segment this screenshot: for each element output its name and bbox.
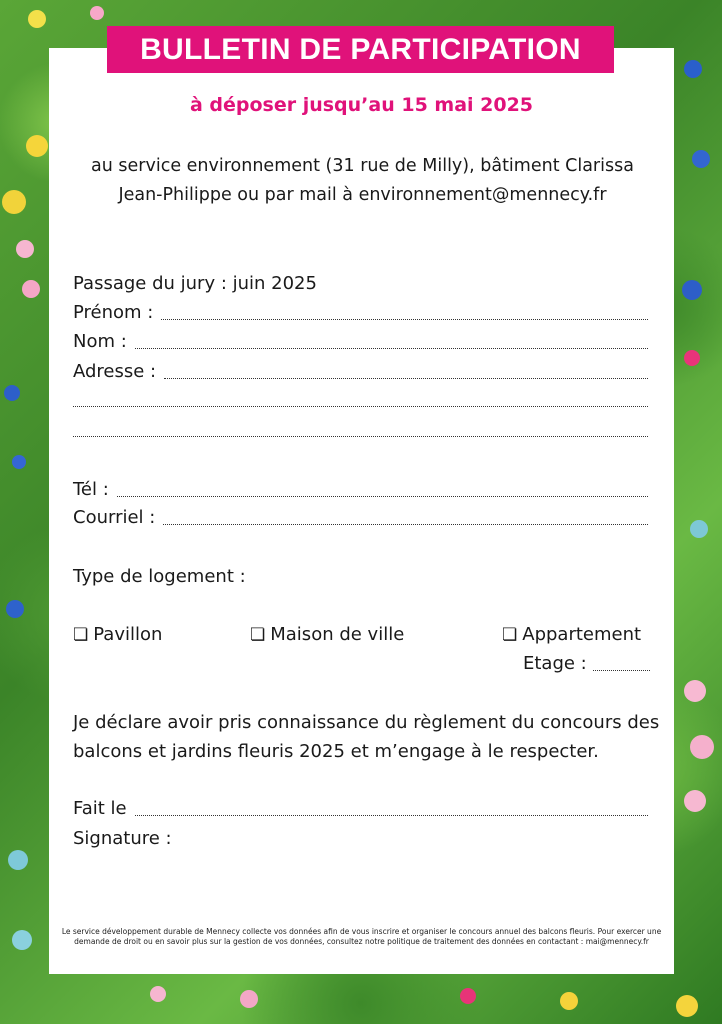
prenom-label: Prénom :: [73, 302, 154, 323]
nom-fill-line[interactable]: [135, 347, 648, 349]
flower-icon: [684, 350, 700, 366]
option-label: Appartement: [522, 624, 642, 645]
flower-icon: [22, 280, 40, 298]
adresse-fill-line-3[interactable]: [73, 436, 648, 437]
flower-icon: [460, 988, 476, 1004]
tel-fill-line[interactable]: [117, 495, 648, 497]
declaration-text: [73, 708, 663, 766]
flower-icon: [12, 930, 32, 950]
prenom-field[interactable]: [73, 301, 648, 325]
flower-icon: [150, 986, 166, 1002]
flower-icon: [4, 385, 20, 401]
flower-icon: [240, 990, 258, 1008]
adresse-fill-line[interactable]: [164, 377, 648, 379]
flower-icon: [26, 135, 48, 157]
option-label: Pavillon: [93, 624, 163, 645]
adresse-label: Adresse :: [73, 361, 157, 382]
option-label: Maison de ville: [270, 624, 405, 645]
address-line: au service environnement (31 rue de Milly), bâtiment Clarissa: [91, 156, 634, 176]
flower-icon: [684, 790, 706, 812]
flower-icon: [684, 680, 706, 702]
fait-le-label: Fait le: [73, 798, 127, 819]
logement-label: Type de logement :: [73, 566, 246, 587]
declaration-line: balcons et jardins fleuris 2025 et m’engage à le respecter.: [73, 741, 599, 762]
prenom-fill-line[interactable]: [161, 318, 648, 320]
tel-label: Tél :: [73, 479, 109, 500]
etage-label: Etage :: [523, 653, 587, 674]
signature-label: Signature :: [73, 828, 172, 849]
submission-address: [70, 152, 655, 210]
flower-icon: [2, 190, 26, 214]
option-pavillon[interactable]: [73, 623, 162, 647]
flower-icon: [16, 240, 34, 258]
nom-field[interactable]: [73, 330, 648, 354]
courriel-field[interactable]: [73, 506, 648, 530]
courriel-label: Courriel :: [73, 507, 156, 528]
flower-icon: [690, 520, 708, 538]
declaration-line: Je déclare avoir pris connaissance du règlement du concours des: [73, 712, 660, 733]
option-maison-de-ville[interactable]: [250, 623, 404, 647]
checkbox-icon[interactable]: ❏: [73, 625, 89, 645]
flower-icon: [676, 995, 698, 1017]
nom-label: Nom :: [73, 331, 127, 352]
flower-icon: [12, 455, 26, 469]
checkbox-icon[interactable]: ❏: [250, 625, 266, 645]
flower-icon: [8, 850, 28, 870]
flower-icon: [90, 6, 104, 20]
deadline-text: à déposer jusqu’au 15 mai 2025: [189, 94, 534, 116]
fait-le-field[interactable]: [73, 797, 648, 821]
flower-icon: [28, 10, 46, 28]
adresse-field[interactable]: [73, 360, 648, 384]
flower-icon: [682, 280, 702, 300]
address-line: Jean-Philippe ou par mail à environnement@mennecy.fr: [118, 185, 607, 205]
page-title: BULLETIN DE PARTICIPATION: [107, 26, 614, 73]
etage-fill-line[interactable]: [593, 670, 650, 671]
flower-icon: [684, 60, 702, 78]
flower-icon: [690, 735, 714, 759]
courriel-fill-line[interactable]: [163, 523, 648, 525]
checkbox-icon[interactable]: ❏: [502, 625, 518, 645]
privacy-footnote: Le service développement durable de Mennecy collecte vos données afin de vous inscrire et organiser le concours annuel des balcons fleuris. Pour exercer une demande de droit ou en savoir plus sur la gestion de vos données, consultez notre politique de traitement des données en contactant : mai@mennecy.fr: [61, 927, 662, 946]
adresse-fill-line-2[interactable]: [73, 406, 648, 407]
option-appartement[interactable]: [502, 623, 641, 647]
etage-field[interactable]: [523, 652, 650, 676]
jury-date: Passage du jury : juin 2025: [73, 273, 317, 294]
flower-icon: [560, 992, 578, 1010]
tel-field[interactable]: [73, 478, 648, 502]
flower-icon: [6, 600, 24, 618]
fait-le-fill-line[interactable]: [135, 814, 648, 816]
flower-icon: [692, 150, 710, 168]
